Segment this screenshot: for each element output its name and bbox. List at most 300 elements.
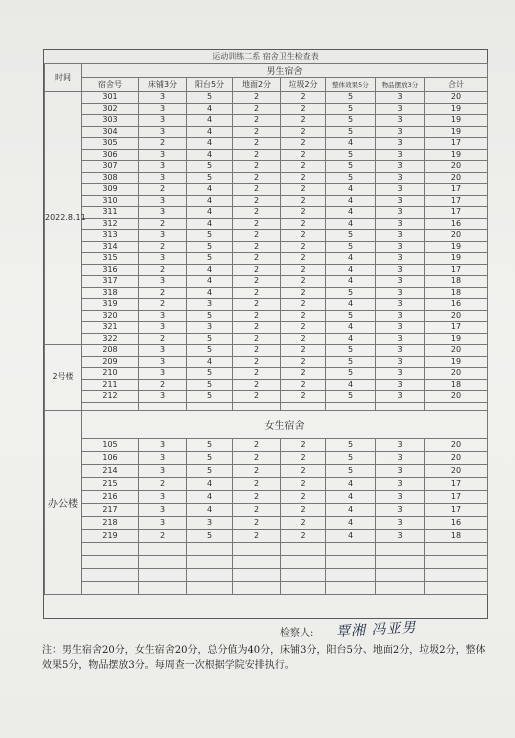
score-cell [281, 402, 326, 410]
score-cell: 3 [139, 253, 187, 265]
score-cell: 20 [425, 345, 488, 357]
score-cell: 4 [187, 503, 233, 516]
score-cell: 4 [326, 218, 376, 230]
score-cell: 4 [326, 477, 376, 490]
score-cell: 2 [233, 477, 281, 490]
score-cell: 4 [187, 490, 233, 503]
score-cell: 5 [187, 438, 233, 451]
score-cell: 3 [139, 516, 187, 529]
table-row [45, 368, 488, 380]
score-cell: 2 [233, 356, 281, 368]
table-row [45, 581, 488, 594]
score-cell: 3 [139, 126, 187, 138]
score-cell: 18 [425, 379, 488, 391]
table-row [45, 264, 488, 276]
table-row [45, 356, 488, 368]
score-cell: 2 [139, 379, 187, 391]
score-cell: 5 [326, 126, 376, 138]
score-cell: 5 [187, 230, 233, 242]
score-cell: 2 [233, 161, 281, 173]
room-number-cell: 318 [82, 287, 139, 299]
score-cell: 5 [187, 172, 233, 184]
column-header: 整体效果5分 [326, 78, 376, 92]
score-cell [376, 555, 425, 568]
inspection-sheet [43, 49, 488, 619]
score-cell [326, 542, 376, 555]
score-cell: 2 [139, 299, 187, 311]
score-cell: 2 [281, 490, 326, 503]
score-cell [139, 568, 187, 581]
score-cell: 5 [187, 451, 233, 464]
score-cell: 2 [233, 218, 281, 230]
score-cell: 5 [187, 391, 233, 403]
score-cell: 2 [233, 115, 281, 127]
score-cell [425, 555, 488, 568]
score-cell: 19 [425, 253, 488, 265]
score-cell: 2 [281, 115, 326, 127]
score-cell: 4 [326, 253, 376, 265]
score-cell: 3 [139, 161, 187, 173]
score-cell: 2 [281, 464, 326, 477]
score-cell: 5 [326, 241, 376, 253]
score-cell: 18 [425, 529, 488, 542]
score-cell: 3 [139, 149, 187, 161]
score-cell: 2 [281, 264, 326, 276]
score-cell: 5 [326, 115, 376, 127]
score-cell: 4 [187, 149, 233, 161]
score-cell: 2 [281, 379, 326, 391]
score-cell: 19 [425, 241, 488, 253]
room-number-cell: 314 [82, 241, 139, 253]
room-number-cell [82, 568, 139, 581]
score-cell [376, 581, 425, 594]
table-row [45, 184, 488, 196]
score-cell [233, 542, 281, 555]
score-cell: 2 [139, 477, 187, 490]
score-cell: 3 [376, 138, 425, 150]
score-cell: 3 [376, 490, 425, 503]
table-row [45, 276, 488, 288]
score-cell [425, 568, 488, 581]
table-row [45, 115, 488, 127]
score-cell: 2 [233, 149, 281, 161]
date-group-label: 2022.8.11 [45, 92, 82, 345]
score-cell: 2 [233, 172, 281, 184]
footnote: 注：男生宿舍20分，女生宿舍20分，总分值为40分，床铺3分，阳台5分、地面2分，垃圾2分，整体效果5分，物品摆放3分。每周查一次根据学院安排执行。 [42, 645, 486, 671]
score-cell: 2 [233, 287, 281, 299]
score-cell: 3 [376, 241, 425, 253]
time-header: 时间 [45, 64, 82, 92]
score-cell: 20 [425, 92, 488, 104]
table-row [45, 379, 488, 391]
score-cell: 2 [233, 490, 281, 503]
score-cell [425, 542, 488, 555]
column-header: 合计 [425, 78, 488, 92]
score-cell: 3 [139, 92, 187, 104]
score-cell: 2 [281, 368, 326, 380]
table-row [45, 464, 488, 477]
score-cell: 18 [425, 276, 488, 288]
room-number-cell: 315 [82, 253, 139, 265]
score-cell: 3 [139, 503, 187, 516]
score-cell: 17 [425, 138, 488, 150]
score-cell: 4 [187, 195, 233, 207]
score-cell: 5 [326, 391, 376, 403]
table-row [45, 555, 488, 568]
score-cell: 3 [376, 477, 425, 490]
score-cell [139, 581, 187, 594]
score-cell: 2 [281, 207, 326, 219]
score-cell: 2 [281, 126, 326, 138]
score-cell: 3 [376, 253, 425, 265]
score-cell: 2 [233, 126, 281, 138]
score-cell: 4 [326, 379, 376, 391]
score-cell: 3 [376, 322, 425, 334]
column-header: 阳台5分 [187, 78, 233, 92]
score-cell: 2 [233, 103, 281, 115]
score-cell: 2 [281, 391, 326, 403]
score-cell: 2 [281, 218, 326, 230]
table-row [45, 103, 488, 115]
table-row [45, 568, 488, 581]
room-number-cell [82, 402, 139, 410]
score-cell: 2 [233, 92, 281, 104]
score-cell: 2 [233, 451, 281, 464]
score-cell: 2 [281, 503, 326, 516]
score-cell: 19 [425, 149, 488, 161]
score-cell [425, 402, 488, 410]
score-cell: 2 [281, 172, 326, 184]
score-cell: 3 [139, 195, 187, 207]
score-cell: 2 [233, 503, 281, 516]
score-cell: 3 [139, 310, 187, 322]
score-cell: 5 [326, 368, 376, 380]
score-cell: 2 [139, 138, 187, 150]
score-cell: 5 [326, 161, 376, 173]
score-cell: 2 [139, 241, 187, 253]
room-number-cell: 322 [82, 333, 139, 345]
room-number-cell: 303 [82, 115, 139, 127]
score-cell: 3 [139, 451, 187, 464]
score-cell: 2 [281, 161, 326, 173]
table-row [45, 299, 488, 311]
score-cell: 2 [281, 276, 326, 288]
table-row [45, 333, 488, 345]
score-cell: 2 [233, 207, 281, 219]
score-cell: 5 [326, 345, 376, 357]
column-header: 物品摆放3分 [376, 78, 425, 92]
score-cell: 2 [281, 195, 326, 207]
score-cell: 5 [187, 368, 233, 380]
inspection-table [44, 63, 488, 595]
score-cell: 3 [376, 391, 425, 403]
inspector-signature: 覃湘 冯亚男 [335, 619, 417, 641]
score-cell [326, 568, 376, 581]
score-cell: 3 [376, 438, 425, 451]
score-cell: 3 [376, 103, 425, 115]
score-cell: 4 [326, 333, 376, 345]
table-row [45, 451, 488, 464]
score-cell: 19 [425, 115, 488, 127]
score-cell: 2 [233, 264, 281, 276]
score-cell: 5 [187, 161, 233, 173]
score-cell: 5 [326, 287, 376, 299]
score-cell [281, 542, 326, 555]
score-cell: 2 [281, 477, 326, 490]
score-cell: 2 [233, 368, 281, 380]
score-cell: 5 [326, 438, 376, 451]
room-number-cell: 208 [82, 345, 139, 357]
score-cell [281, 555, 326, 568]
score-cell: 3 [139, 322, 187, 334]
table-row [45, 322, 488, 334]
score-cell: 3 [376, 529, 425, 542]
score-cell: 19 [425, 126, 488, 138]
score-cell [187, 555, 233, 568]
room-number-cell [82, 555, 139, 568]
score-cell [233, 555, 281, 568]
score-cell: 3 [139, 490, 187, 503]
score-cell: 4 [326, 322, 376, 334]
score-cell: 3 [376, 172, 425, 184]
score-cell [233, 402, 281, 410]
column-header: 垃圾2分 [281, 78, 326, 92]
score-cell: 4 [326, 516, 376, 529]
score-cell: 3 [139, 356, 187, 368]
score-cell: 3 [376, 299, 425, 311]
score-cell [139, 402, 187, 410]
room-number-cell: 306 [82, 149, 139, 161]
score-cell: 3 [376, 195, 425, 207]
score-cell [187, 581, 233, 594]
score-cell: 4 [326, 207, 376, 219]
score-cell: 3 [139, 345, 187, 357]
score-cell: 17 [425, 207, 488, 219]
room-number-cell: 212 [82, 391, 139, 403]
score-cell: 5 [187, 253, 233, 265]
table-row [45, 218, 488, 230]
score-cell: 2 [281, 438, 326, 451]
score-cell: 2 [233, 333, 281, 345]
score-cell: 3 [187, 299, 233, 311]
score-cell: 2 [281, 287, 326, 299]
score-cell: 3 [376, 161, 425, 173]
inspector-label: 检察人: [280, 628, 314, 639]
score-cell: 3 [376, 126, 425, 138]
score-cell: 2 [233, 310, 281, 322]
room-number-cell: 309 [82, 184, 139, 196]
score-cell [139, 542, 187, 555]
score-cell: 4 [187, 115, 233, 127]
score-cell: 2 [233, 345, 281, 357]
score-cell: 2 [233, 322, 281, 334]
score-cell: 2 [281, 92, 326, 104]
score-cell: 16 [425, 299, 488, 311]
score-cell: 3 [376, 207, 425, 219]
table-row [45, 172, 488, 184]
score-cell: 3 [139, 230, 187, 242]
score-cell: 2 [139, 218, 187, 230]
score-cell: 19 [425, 333, 488, 345]
score-cell: 5 [326, 92, 376, 104]
score-cell: 3 [139, 103, 187, 115]
score-cell: 4 [326, 490, 376, 503]
score-cell [187, 542, 233, 555]
score-cell: 3 [376, 345, 425, 357]
female-dorm-header: 女生宿舍 [82, 410, 488, 438]
score-cell: 2 [233, 276, 281, 288]
room-number-cell: 321 [82, 322, 139, 334]
table-row [45, 516, 488, 529]
score-cell [376, 542, 425, 555]
score-cell: 5 [187, 310, 233, 322]
table-row [45, 253, 488, 265]
room-number-cell: 307 [82, 161, 139, 173]
score-cell: 3 [376, 503, 425, 516]
room-number-cell: 217 [82, 503, 139, 516]
score-cell: 20 [425, 230, 488, 242]
table-row [45, 92, 488, 104]
score-cell: 2 [281, 310, 326, 322]
score-cell: 5 [187, 379, 233, 391]
table-row [45, 542, 488, 555]
score-cell: 3 [139, 464, 187, 477]
score-cell: 17 [425, 503, 488, 516]
score-cell: 3 [376, 92, 425, 104]
score-cell: 5 [326, 149, 376, 161]
score-cell: 4 [326, 299, 376, 311]
score-cell: 2 [139, 264, 187, 276]
table-row [45, 477, 488, 490]
score-cell: 2 [233, 529, 281, 542]
table-row [45, 287, 488, 299]
score-cell [376, 568, 425, 581]
score-cell: 4 [187, 207, 233, 219]
room-number-cell [82, 581, 139, 594]
score-cell: 3 [139, 115, 187, 127]
score-cell: 2 [281, 516, 326, 529]
score-cell: 2 [281, 322, 326, 334]
table-row [45, 391, 488, 403]
score-cell: 4 [187, 126, 233, 138]
room-number-cell: 304 [82, 126, 139, 138]
score-cell: 20 [425, 451, 488, 464]
score-cell: 2 [233, 438, 281, 451]
room-number-cell: 320 [82, 310, 139, 322]
score-cell: 3 [376, 218, 425, 230]
room-number-cell: 305 [82, 138, 139, 150]
score-cell: 2 [281, 253, 326, 265]
room-number-cell: 319 [82, 299, 139, 311]
score-cell: 5 [187, 333, 233, 345]
score-cell: 2 [139, 184, 187, 196]
score-cell: 4 [326, 529, 376, 542]
score-cell: 16 [425, 218, 488, 230]
score-cell: 2 [233, 464, 281, 477]
score-cell: 20 [425, 438, 488, 451]
score-cell: 2 [233, 516, 281, 529]
score-cell: 3 [376, 310, 425, 322]
score-cell: 2 [139, 333, 187, 345]
score-cell: 3 [376, 230, 425, 242]
score-cell [139, 555, 187, 568]
score-cell: 20 [425, 464, 488, 477]
score-cell: 4 [187, 477, 233, 490]
table-row [45, 161, 488, 173]
score-cell: 2 [139, 287, 187, 299]
table-row [45, 402, 488, 410]
score-cell: 4 [187, 356, 233, 368]
score-cell: 18 [425, 287, 488, 299]
score-cell: 2 [281, 345, 326, 357]
building2-group-label: 2号楼 [45, 345, 82, 411]
table-row [45, 503, 488, 516]
score-cell: 5 [187, 241, 233, 253]
score-cell: 3 [139, 276, 187, 288]
score-cell: 4 [187, 276, 233, 288]
room-number-cell: 219 [82, 529, 139, 542]
score-cell [187, 402, 233, 410]
room-number-cell: 316 [82, 264, 139, 276]
score-cell [376, 402, 425, 410]
score-cell: 3 [139, 438, 187, 451]
score-cell: 2 [139, 529, 187, 542]
room-number-cell: 216 [82, 490, 139, 503]
column-header: 床铺3分 [139, 78, 187, 92]
score-cell: 2 [281, 230, 326, 242]
score-cell: 5 [187, 529, 233, 542]
table-row [45, 138, 488, 150]
score-cell: 2 [233, 379, 281, 391]
room-number-cell: 218 [82, 516, 139, 529]
score-cell: 4 [187, 138, 233, 150]
score-cell: 4 [326, 184, 376, 196]
score-cell [187, 568, 233, 581]
score-cell: 3 [376, 184, 425, 196]
score-cell [233, 581, 281, 594]
score-cell: 3 [187, 516, 233, 529]
room-number-cell [82, 542, 139, 555]
score-cell: 3 [139, 172, 187, 184]
room-number-cell: 105 [82, 438, 139, 451]
room-number-cell: 310 [82, 195, 139, 207]
score-cell: 3 [376, 333, 425, 345]
room-number-cell: 312 [82, 218, 139, 230]
table-row [45, 241, 488, 253]
score-cell: 3 [376, 287, 425, 299]
score-cell: 5 [326, 103, 376, 115]
room-number-cell: 211 [82, 379, 139, 391]
score-cell [233, 568, 281, 581]
score-cell: 2 [281, 356, 326, 368]
score-cell: 3 [187, 322, 233, 334]
score-cell: 4 [187, 103, 233, 115]
office-group-label: 办公楼 [45, 410, 82, 594]
score-cell [326, 402, 376, 410]
score-cell: 2 [281, 241, 326, 253]
score-cell: 5 [187, 464, 233, 477]
score-cell: 2 [281, 529, 326, 542]
score-cell: 4 [187, 184, 233, 196]
score-cell: 2 [281, 184, 326, 196]
column-header: 宿舍号 [82, 78, 139, 92]
score-cell: 3 [139, 207, 187, 219]
score-cell: 2 [281, 149, 326, 161]
score-cell: 3 [376, 464, 425, 477]
score-cell: 3 [376, 276, 425, 288]
table-row [45, 195, 488, 207]
table-row [45, 126, 488, 138]
